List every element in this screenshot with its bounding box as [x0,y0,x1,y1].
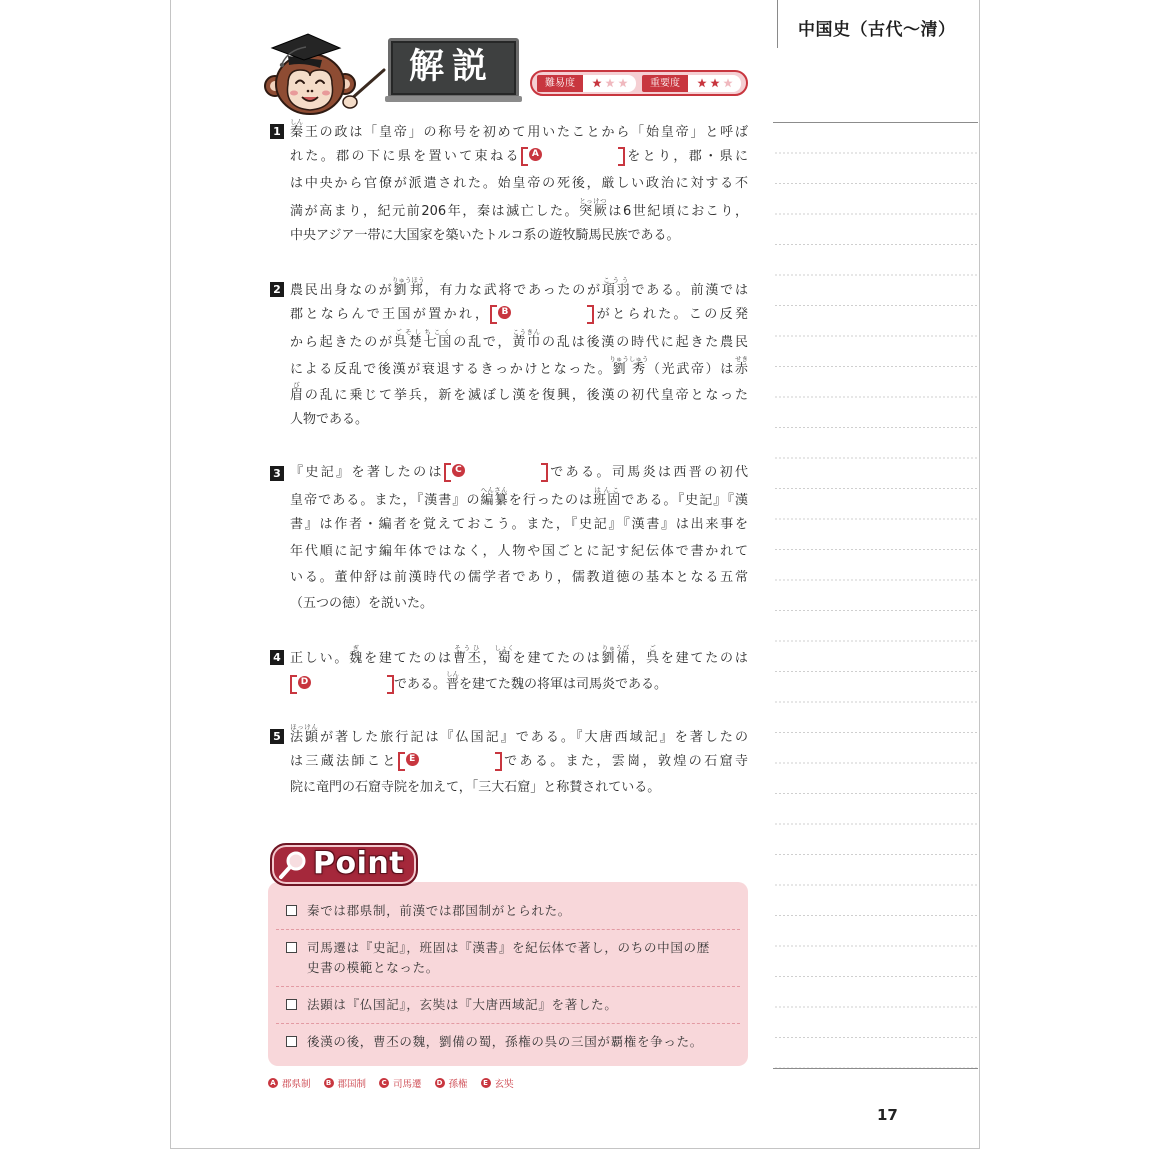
ruby-base: 蜀 [494,650,514,666]
text-run: （光武帝）は [645,361,735,377]
text-line [290,512,748,538]
text-run: は6世紀頃におこり， [608,203,748,219]
monkey-mascot-icon [258,26,388,118]
text-run: である。司馬炎は西晋の初代 [547,464,748,480]
difficulty-stars [583,75,636,92]
ruby-word [452,643,483,666]
answer-text: 郡国制 [337,1079,367,1090]
ruby-base: 呉 [645,650,661,666]
furigana: はんこ [593,486,621,495]
answer-item [379,1076,422,1090]
text-run: ， [631,650,646,666]
ruby-base: 曹丕 [452,650,483,666]
furigana: しん [446,670,460,679]
section-title: 中国史（古代〜清） [798,20,956,40]
text-run: の乱で， [453,335,513,351]
importance-label: 重要度 [642,75,688,92]
answer-item [481,1076,514,1090]
text-run: の乱は後漢の時代に起きた農民 [542,335,748,351]
text-run: ， [482,650,498,666]
text-run: ，有力な武将であったのが [422,282,602,298]
ruby-word [290,722,321,745]
item-number-badge: 2 [270,282,284,297]
star-filled-icon [710,78,720,88]
ruby-word [446,670,460,693]
ruby-word [601,275,632,298]
furigana: へんさん [480,486,508,495]
furigana: ごそしちこく [393,328,452,337]
text-run: である。 [394,677,447,693]
star-empty-icon [618,78,628,88]
rating-badge [530,70,748,96]
ruby-word [290,380,305,403]
text-run: 人物である。 [290,412,369,428]
text-run: は中央から官僚が派遣された。始皇帝の死後，厳しい政治に対する不 [290,175,748,191]
ruby-base: 法顕 [290,729,321,745]
ruby-word [391,275,425,298]
point-item [276,893,740,930]
ruby-word [645,643,661,666]
furigana: りゅうほう [391,275,425,284]
text-line [290,355,748,381]
text-line [290,223,748,249]
text-run: を建てた魏の将軍は司馬炎である。 [459,677,668,693]
text-line [290,302,748,328]
text-line [290,775,748,801]
difficulty-label: 難易度 [537,75,583,92]
point-text: 法顕は『仏国記』，玄奘は『大唐西域記』を著した。 [307,997,618,1012]
ruby-base: 黄巾 [512,335,543,351]
answer-item [324,1076,367,1090]
blank-letter-badge: E [406,753,419,766]
chalkboard-ledge [385,96,522,102]
star-filled-icon [697,78,707,88]
item-number-badge: 1 [270,124,284,139]
furigana: そうひ [452,643,481,652]
text-line [290,644,748,670]
text-run: を行ったのは [508,493,594,509]
answer-letter-badge: D [435,1078,445,1088]
text-run: 中央アジア一帯に大国家を築いたトルコ系の遊牧騎馬民族である。 [290,228,680,244]
point-text: 司馬遷は『史記』，班固は『漢書』を紀伝体で著し，のちの中国の歴 [307,940,710,955]
answer-text: 玄奘 [494,1079,514,1090]
text-run: から起きたのが [290,335,394,351]
ruby-word [393,328,454,351]
answer-letter-badge: E [481,1078,491,1088]
point-item [276,987,740,1024]
explanation-list [270,118,748,828]
ruby-base: 眉 [290,387,305,403]
ruby-base: 晋 [446,677,460,693]
furigana: せき [734,354,748,363]
point-text: 秦では郡県制，前漢では郡国制がとられた。 [307,903,572,918]
point-summary-box [268,882,748,1066]
text-run: である。『史記』『漢 [621,493,748,509]
furigana: こうきん [512,328,541,337]
text-run: の乱に乗じて挙兵，新を滅ぼし漢を復興，後漢の初代皇帝となった [304,387,748,403]
answer-letter-badge: C [379,1078,389,1088]
point-item [276,930,740,987]
text-line [290,591,748,617]
text-run: 『史記』を著したのは [290,464,444,480]
header-divider [777,0,778,48]
text-run: 正しい。 [290,650,350,666]
text-line [290,723,748,749]
ruby-base: 魏 [349,650,365,666]
page-number: 17 [877,1106,898,1124]
explanation-item [270,460,748,618]
answer-letter-badge: B [324,1078,334,1088]
text-run: れた。郡の下に県を置いて束ねる [290,149,521,165]
star-empty-icon [723,78,733,88]
text-line [290,197,748,223]
star-empty-icon [605,78,615,88]
answer-blank [521,147,625,162]
text-run: をとり，郡・県に [624,149,748,165]
star-filled-icon [592,78,602,88]
furigana: ほっけん [290,722,319,731]
furigana: とっけつ [579,196,607,205]
text-run: を建てたのは [510,650,602,666]
point-badge [270,843,418,886]
memo-ruled-area [773,122,978,1069]
text-run: 王の政は「皇帝」の称号を初めて用いたことから「始皇帝」と呼ば [304,125,748,140]
ruby-base: 劉備 [601,650,632,666]
text-run: 農民出身なのが [290,282,394,298]
ruby-word [593,486,622,509]
item-number-badge: 5 [270,729,284,744]
item-number-badge: 4 [270,650,284,665]
ruby-word [512,328,543,351]
text-run: 皇帝である。また，『漢書』の [290,493,481,509]
answer-blank [490,305,594,320]
ruby-base: 突厥 [579,203,609,219]
furigana: りゅうび [601,643,630,652]
ruby-word [734,354,748,377]
answer-text: 司馬遷 [393,1079,422,1090]
text-line [290,670,748,696]
text-line [290,381,748,407]
ruby-word [609,354,649,377]
text-line [290,328,748,354]
blank-letter-badge: D [298,676,311,689]
ruby-word [349,643,365,666]
text-run: （五つの徳）を説いた。 [290,596,434,612]
ruby-base: 劉邦 [391,282,425,298]
blank-letter-badge: A [529,148,542,161]
text-line [290,276,748,302]
answer-blank [444,463,548,478]
furigana: び [290,380,303,389]
text-line [290,486,748,512]
text-line [290,171,748,197]
checkbox-icon [286,999,297,1010]
text-run: 院に竜門の石窟寺院を加えて，「三大石窟」と称賛されている。 [290,780,661,796]
text-line [290,460,748,486]
ruby-base: 項羽 [601,282,632,298]
item-number-badge: 3 [270,466,284,481]
text-line [290,749,748,775]
text-run: を建てたのは [660,650,748,666]
furigana: しん [290,118,304,126]
text-line [290,407,748,433]
page-title: 解説 [409,47,496,87]
text-line [290,144,748,170]
explanation-item [270,276,748,434]
checkbox-icon [286,905,297,916]
ruby-base: 呉楚七国 [393,335,454,351]
text-run: がとられた。この反発 [594,307,748,323]
ruby-base: 班固 [593,493,622,509]
text-line [290,565,748,591]
blank-letter-badge: B [498,306,511,319]
answer-text: 郡県制 [282,1079,311,1090]
answer-key [268,1076,514,1090]
point-label: Point [313,846,405,881]
ruby-word [494,643,514,666]
text-run: 満が高まり，紀元前206年，秦は滅亡した。 [290,203,580,219]
explanation-item [270,644,748,697]
magnifier-icon [277,849,309,881]
answer-blank [290,675,394,690]
explanation-item [270,723,748,802]
ruby-word [579,196,609,219]
text-run: である。前漢では [631,282,748,298]
text-run: 年代順に記す編年体ではなく，人物や国ごとに記す紀伝体で書かれて [290,543,748,559]
checkbox-icon [286,1036,297,1047]
ruby-base: 編纂 [480,493,509,509]
blank-letter-badge: C [452,464,465,477]
text-run: 郡とならんで王国が置かれ， [290,307,491,323]
text-run: を建てたのは [364,650,453,666]
answer-letter-badge: A [268,1078,278,1088]
text-run: は三蔵法師こと [290,754,398,770]
text-run: 書』は作者・編者を覚えておこう。また，『史記』『漢書』は出来事を [290,517,748,533]
furigana: こうう [601,275,630,284]
furigana: ぎ [349,643,363,652]
text-run: である。また，雲崗，敦煌の石窟寺 [501,754,748,770]
ruby-base: 秦 [290,125,305,140]
chalkboard [388,38,519,98]
ruby-word [290,118,305,140]
answer-item [435,1076,468,1090]
furigana: ご [645,643,659,652]
ruby-word [480,486,509,509]
point-item [276,1024,740,1060]
ruby-base: 赤 [734,361,748,377]
furigana: しょく [494,643,514,652]
text-line [290,539,748,565]
text-line [290,118,748,144]
text-run: が著した旅行記は『仏国記』である。『大唐西域記』を著したの [320,729,748,745]
answer-text: 孫権 [448,1079,468,1090]
point-text: 後漢の後，曹丕の魏，劉備の蜀，孫権の呉の三国が覇権を争った。 [307,1034,704,1049]
ruby-base: 劉秀 [609,361,649,377]
importance-stars [688,75,741,92]
checkbox-icon [286,942,297,953]
ruby-word [601,643,632,666]
point-text: 史書の模範となった。 [307,960,440,975]
text-run: による反乱で後漢が衰退するきっかけとなった。 [290,361,613,377]
explanation-item [270,118,748,249]
importance-rating [642,75,741,92]
furigana: りゅうしゅう [609,354,649,363]
text-run: いる。董仲舒は前漢時代の儒学者であり，儒教道徳の基本となる五常 [290,570,748,586]
answer-item [268,1076,311,1090]
difficulty-rating [537,75,636,92]
answer-blank [398,752,502,767]
